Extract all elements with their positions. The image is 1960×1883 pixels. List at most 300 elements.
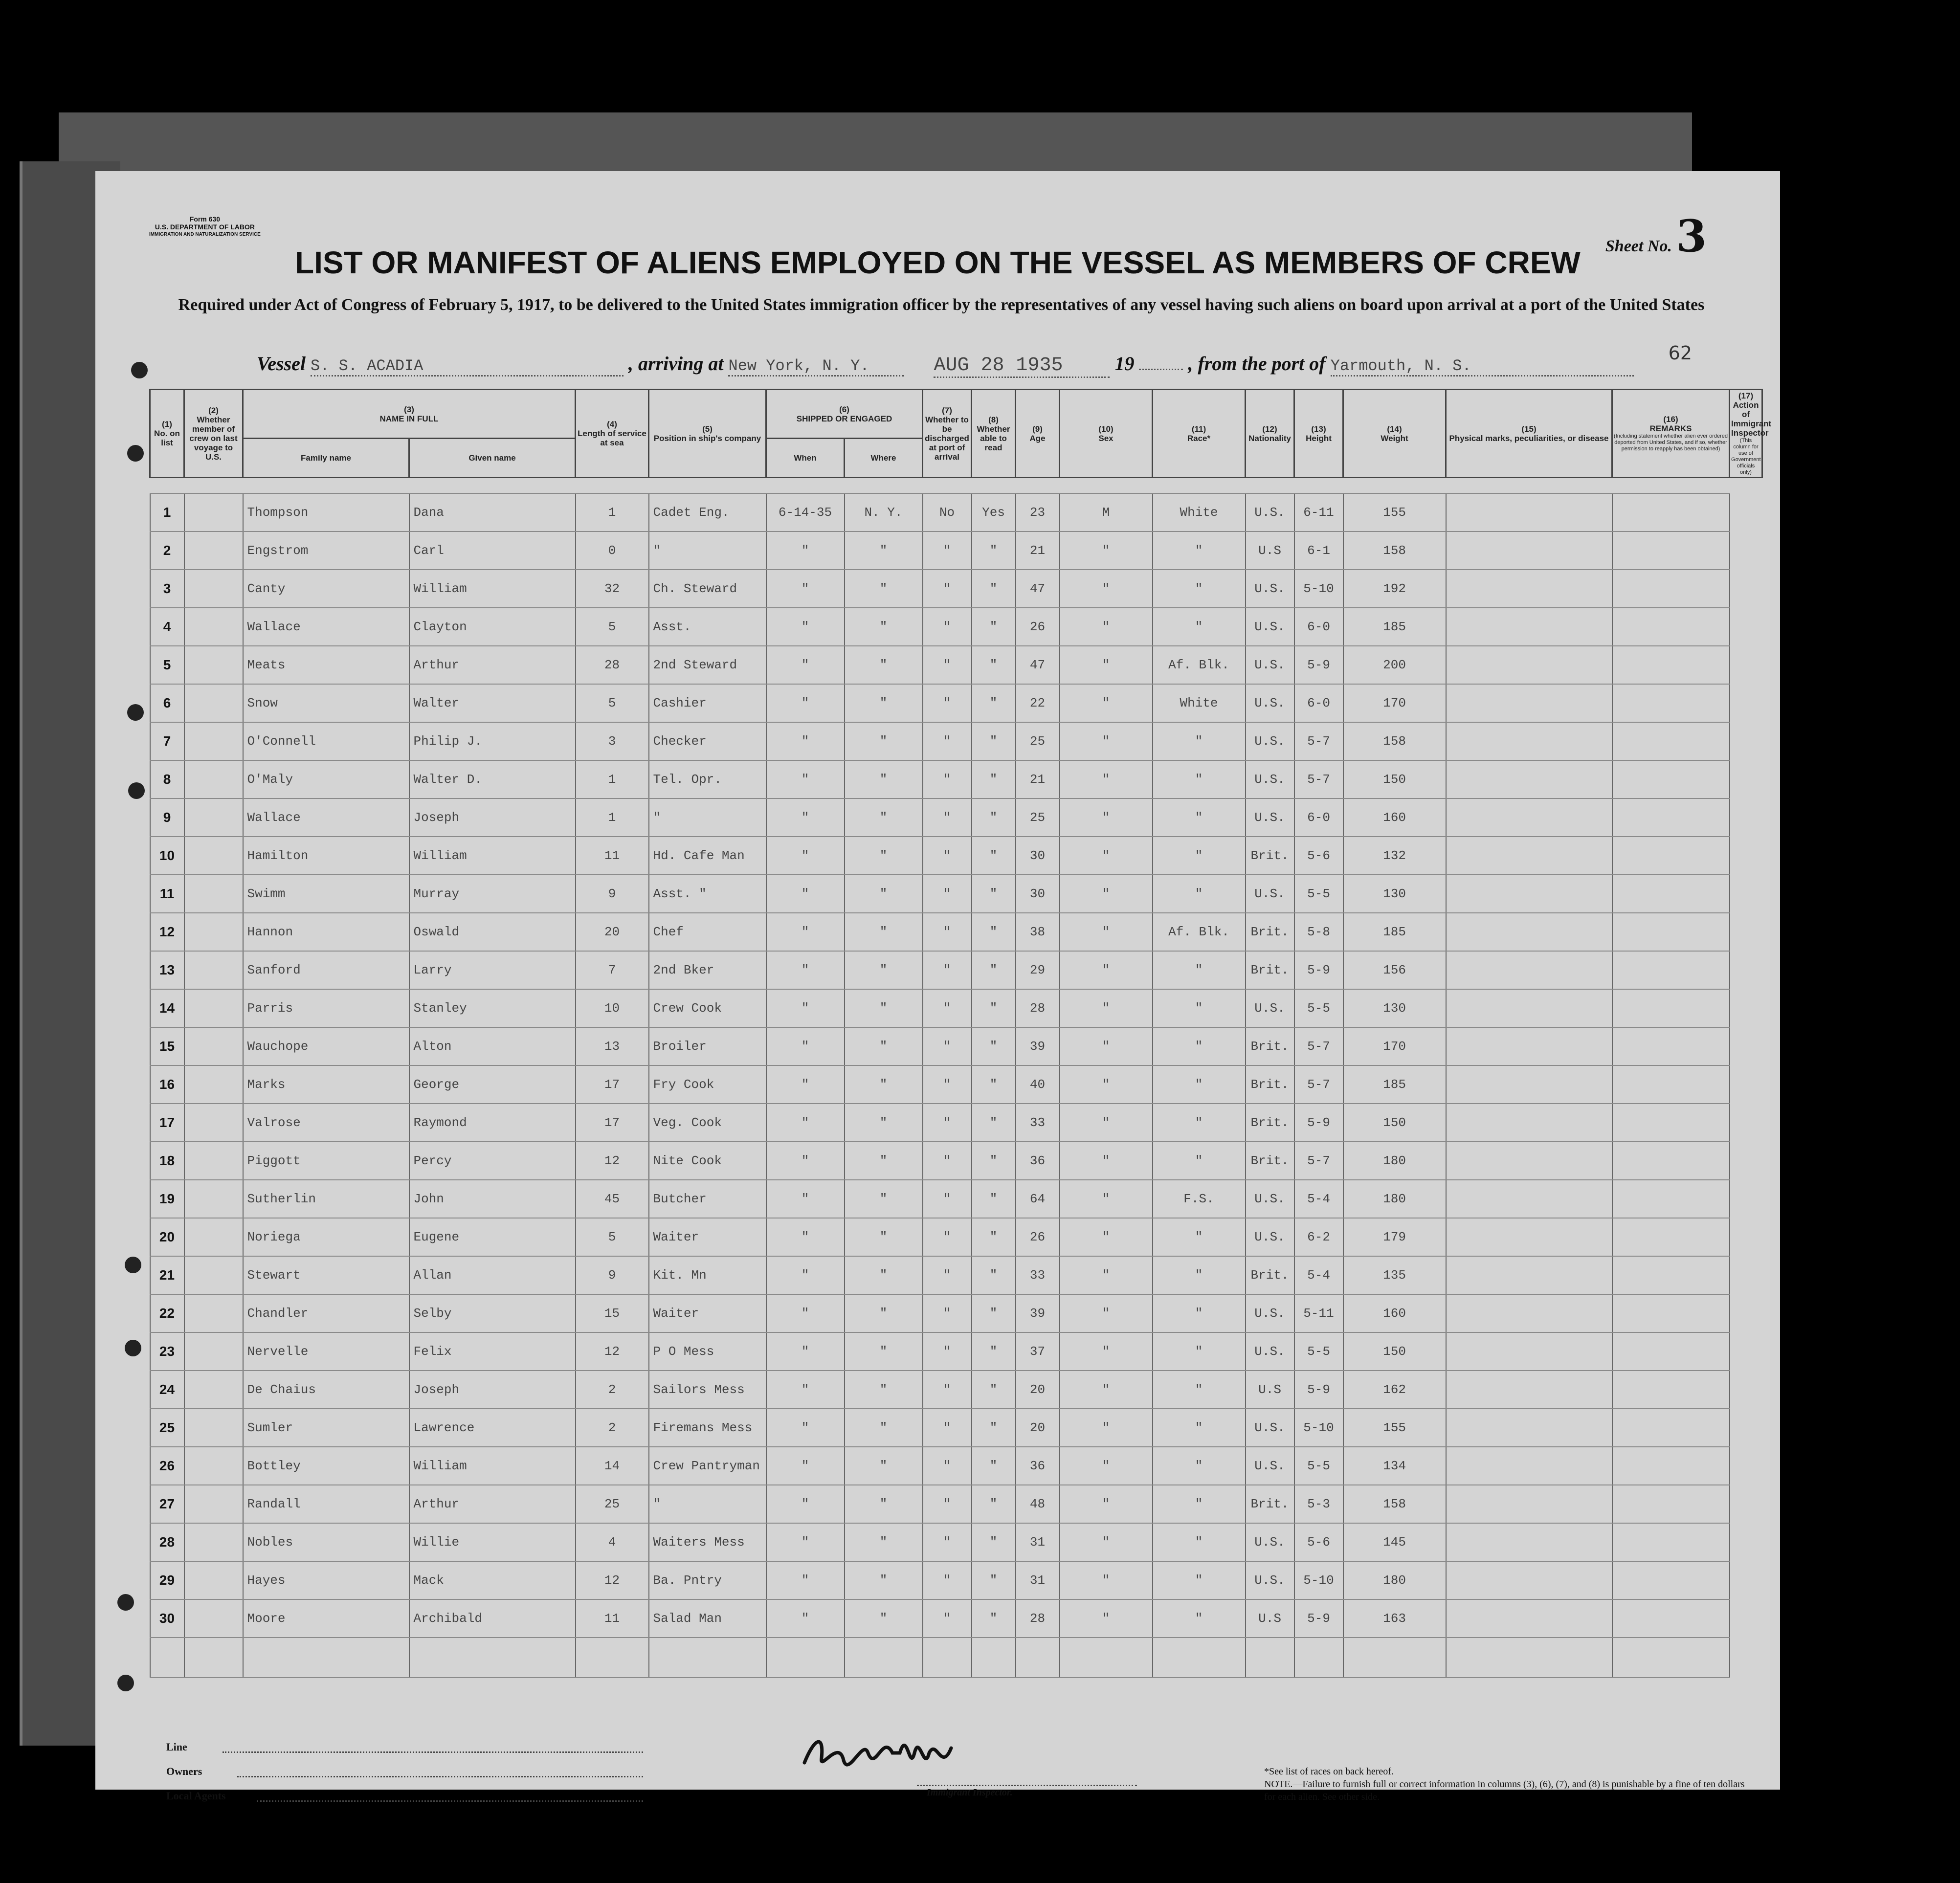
page-title: LIST OR MANIFEST OF ALIENS EMPLOYED ON THE VESSEL AS MEMBERS OF CREW [295,245,1581,280]
remarks-cell [1612,722,1730,760]
race-cell: Af. Blk. [1153,913,1246,951]
position-cell: Checker [649,722,766,760]
able-to-read-cell: " [972,1027,1016,1065]
from-port: Yarmouth, N. S. [1331,357,1634,377]
nationality-cell: U.S. [1246,1523,1294,1561]
discharged-cell: " [923,1104,972,1142]
col-header-11: (11) Race* [1153,390,1246,478]
table-row [150,1332,1762,1371]
height-cell: 6-2 [1294,1218,1343,1256]
race-cell: " [1153,1027,1246,1065]
discharged-cell: " [923,913,972,951]
discharged-cell: " [923,1599,972,1638]
shipped-when-cell: " [766,1447,845,1485]
row-number: 1 [150,493,184,532]
height-cell: 6-0 [1294,684,1343,722]
crew-last-voyage-cell [184,1409,243,1447]
age-cell: 36 [1016,1447,1060,1485]
height-cell: 5-10 [1294,1561,1343,1599]
race-cell: " [1153,1104,1246,1142]
table-row [150,1142,1762,1180]
binder-hole [125,1340,141,1356]
sex-cell: " [1060,1294,1153,1332]
discharged-cell: " [923,798,972,837]
sex-cell: " [1060,1332,1153,1371]
table-row [150,1523,1762,1561]
crew-last-voyage-cell [184,608,243,646]
physical-marks-cell [1446,1561,1612,1599]
weight-cell: 185 [1343,1065,1446,1104]
given-name-cell: Oswald [409,913,576,951]
remarks-cell [1612,1371,1730,1409]
sex-cell: " [1060,722,1153,760]
crew-last-voyage-cell [184,798,243,837]
service-length-cell: 0 [576,532,649,570]
discharged-cell: " [923,1294,972,1332]
table-row [150,722,1762,760]
row-number: 24 [150,1371,184,1409]
table-row [150,1294,1762,1332]
service-length-cell: 14 [576,1447,649,1485]
weight-cell: 150 [1343,1332,1446,1371]
row-number: 7 [150,722,184,760]
nationality-cell: U.S. [1246,1409,1294,1447]
able-to-read-cell: " [972,1294,1016,1332]
row-number: 16 [150,1065,184,1104]
weight-cell: 130 [1343,875,1446,913]
physical-marks-cell [1446,798,1612,837]
position-cell: Crew Pantryman [649,1447,766,1485]
remarks-cell [1612,837,1730,875]
service-length-cell: 5 [576,1218,649,1256]
from-port-label: , from the port of [1188,353,1326,375]
race-cell: " [1153,532,1246,570]
manifest-rows [150,493,1762,1678]
table-row [150,1027,1762,1065]
service-length-cell: 28 [576,646,649,684]
sex-cell: " [1060,1218,1153,1256]
weight-cell: 130 [1343,989,1446,1027]
family-name-cell: Parris [243,989,409,1027]
given-name-cell: Willie [409,1523,576,1561]
given-name-cell: Stanley [409,989,576,1027]
physical-marks-cell [1446,1332,1612,1371]
physical-marks-cell [1446,646,1612,684]
position-cell: Crew Cook [649,989,766,1027]
discharged-cell: " [923,1180,972,1218]
shipped-where-cell: " [845,951,923,989]
position-cell: " [649,798,766,837]
height-cell: 5-9 [1294,1599,1343,1638]
height-cell: 5-7 [1294,1027,1343,1065]
physical-marks-cell [1446,722,1612,760]
family-name-cell: O'Connell [243,722,409,760]
crew-last-voyage-cell [184,1065,243,1104]
service-length-cell: 32 [576,570,649,608]
age-cell: 20 [1016,1371,1060,1409]
crew-last-voyage-cell [184,760,243,798]
height-cell: 5-7 [1294,722,1343,760]
able-to-read-cell: " [972,1409,1016,1447]
shipped-when-cell: " [766,1180,845,1218]
footer-owners-blank [237,1776,643,1777]
remarks-cell [1612,1218,1730,1256]
row-number: 14 [150,989,184,1027]
position-cell: Fry Cook [649,1065,766,1104]
race-cell: " [1153,722,1246,760]
col-subheader-family-name: Family name [243,439,409,478]
sex-cell: " [1060,1027,1153,1065]
shipped-where-cell: " [845,1447,923,1485]
service-length-cell: 15 [576,1294,649,1332]
able-to-read-cell: " [972,951,1016,989]
discharged-cell: " [923,989,972,1027]
family-name-cell: Hamilton [243,837,409,875]
form-number: Form 630 [189,215,221,223]
col-header-2: (2) Whether member of crew on last voyage to U.S. [184,390,243,478]
row-number: 25 [150,1409,184,1447]
remarks-cell [1612,951,1730,989]
sex-cell: " [1060,875,1153,913]
able-to-read-cell: " [972,1485,1016,1523]
page-number: 62 [1668,342,1692,364]
physical-marks-cell [1446,1256,1612,1294]
race-cell: White [1153,684,1246,722]
table-row [150,1256,1762,1294]
given-name-cell: Walter D. [409,760,576,798]
discharged-cell: No [923,493,972,532]
remarks-cell [1612,608,1730,646]
family-name-cell: De Chaius [243,1371,409,1409]
weight-cell: 180 [1343,1561,1446,1599]
footer-owners-label: Owners [166,1765,202,1777]
service-length-cell: 12 [576,1561,649,1599]
discharged-cell: " [923,1523,972,1561]
shipped-when-cell: " [766,875,845,913]
position-cell: Salad Man [649,1599,766,1638]
physical-marks-cell [1446,1523,1612,1561]
race-cell: " [1153,1065,1246,1104]
physical-marks-cell [1446,989,1612,1027]
family-name-cell: Stewart [243,1256,409,1294]
family-name-cell: Piggott [243,1142,409,1180]
footer-line-label: Line [166,1741,187,1753]
height-cell: 5-9 [1294,646,1343,684]
family-name-cell: Nobles [243,1523,409,1561]
crew-last-voyage-cell [184,951,243,989]
vessel-name: S. S. ACADIA [311,357,624,377]
nationality-cell: Brit. [1246,837,1294,875]
family-name-cell: Marks [243,1065,409,1104]
table-row [150,684,1762,722]
shipped-where-cell: " [845,837,923,875]
given-name-cell: William [409,570,576,608]
row-number: 9 [150,798,184,837]
shipped-when-cell: " [766,1027,845,1065]
family-name-cell: Hayes [243,1561,409,1599]
height-cell: 5-4 [1294,1180,1343,1218]
crew-last-voyage-cell [184,1180,243,1218]
crew-last-voyage-cell [184,1523,243,1561]
family-name-cell: Sanford [243,951,409,989]
service-length-cell: 12 [576,1142,649,1180]
row-number: 12 [150,913,184,951]
given-name-cell: William [409,837,576,875]
able-to-read-cell: " [972,608,1016,646]
service-length-cell: 3 [576,722,649,760]
discharged-cell: " [923,951,972,989]
age-cell: 21 [1016,532,1060,570]
shipped-when-cell: " [766,532,845,570]
nationality-cell: U.S. [1246,1294,1294,1332]
able-to-read-cell: " [972,646,1016,684]
height-cell: 5-5 [1294,1332,1343,1371]
race-cell: " [1153,875,1246,913]
col-header-13: (13) Height [1294,390,1343,478]
races-note: *See list of races on back hereof. [1264,1766,1394,1777]
row-number: 2 [150,532,184,570]
footer-agents-label: Local Agents [166,1790,226,1802]
col-header-3: (3) NAME IN FULL [243,390,576,439]
row-number: 13 [150,951,184,989]
table-row [150,1409,1762,1447]
shipped-where-cell: " [845,1180,923,1218]
weight-cell: 134 [1343,1447,1446,1485]
remarks-cell [1612,1485,1730,1523]
remarks-cell [1612,1104,1730,1142]
given-name-cell: Arthur [409,1485,576,1523]
weight-cell: 158 [1343,1485,1446,1523]
race-cell: " [1153,1485,1246,1523]
given-name-cell: Larry [409,951,576,989]
sex-cell: " [1060,1256,1153,1294]
remarks-cell [1612,1294,1730,1332]
height-cell: 6-1 [1294,532,1343,570]
age-cell: 31 [1016,1561,1060,1599]
weight-cell: 180 [1343,1180,1446,1218]
row-number: 15 [150,1027,184,1065]
family-name-cell: Randall [243,1485,409,1523]
shipped-where-cell: " [845,1485,923,1523]
row-number: 3 [150,570,184,608]
race-cell: F.S. [1153,1180,1246,1218]
table-row [150,493,1762,532]
row-number: 26 [150,1447,184,1485]
binder-hole [117,1675,134,1691]
weight-cell: 150 [1343,760,1446,798]
discharged-cell: " [923,1142,972,1180]
family-name-cell: Moore [243,1599,409,1638]
weight-cell: 185 [1343,608,1446,646]
height-cell: 5-7 [1294,1065,1343,1104]
discharged-cell: " [923,570,972,608]
family-name-cell: O'Maly [243,760,409,798]
shipped-where-cell: " [845,608,923,646]
able-to-read-cell: " [972,1371,1016,1409]
able-to-read-cell: " [972,570,1016,608]
position-cell: Chef [649,913,766,951]
given-name-cell: Percy [409,1142,576,1180]
weight-cell: 163 [1343,1599,1446,1638]
crew-last-voyage-cell [184,1027,243,1065]
sex-cell: M [1060,493,1153,532]
remarks-cell [1612,1599,1730,1638]
crew-last-voyage-cell [184,1142,243,1180]
weight-cell: 180 [1343,1142,1446,1180]
position-cell: Cashier [649,684,766,722]
row-number: 20 [150,1218,184,1256]
height-cell: 5-4 [1294,1256,1343,1294]
discharged-cell: " [923,1561,972,1599]
given-name-cell: Arthur [409,646,576,684]
row-number: 30 [150,1599,184,1638]
family-name-cell: Thompson [243,493,409,532]
col-header-6: (6) SHIPPED OR ENGAGED [766,390,923,439]
discharged-cell: " [923,608,972,646]
table-row [150,1180,1762,1218]
physical-marks-cell [1446,913,1612,951]
able-to-read-cell: " [972,1332,1016,1371]
able-to-read-cell: Yes [972,493,1016,532]
able-to-read-cell: " [972,989,1016,1027]
race-cell: " [1153,1218,1246,1256]
able-to-read-cell: " [972,760,1016,798]
col-header-15: (15) Physical marks, peculiarities, or disease [1446,390,1612,478]
inspector-label: Immigrant Inspector. [927,1787,1013,1798]
height-cell: 5-6 [1294,1523,1343,1561]
shipped-when-cell: " [766,760,845,798]
service-length-cell: 1 [576,760,649,798]
sex-cell: " [1060,989,1153,1027]
sex-cell: " [1060,532,1153,570]
sex-cell: " [1060,608,1153,646]
height-cell: 5-8 [1294,913,1343,951]
age-cell: 26 [1016,608,1060,646]
age-cell: 25 [1016,798,1060,837]
discharged-cell: " [923,684,972,722]
shipped-where-cell: " [845,1256,923,1294]
physical-marks-cell [1446,1142,1612,1180]
height-cell: 6-0 [1294,608,1343,646]
shipped-where-cell: " [845,875,923,913]
family-name-cell: Nervelle [243,1332,409,1371]
given-name-cell: Philip J. [409,722,576,760]
binder-hole [117,1594,134,1611]
shipped-when-cell: " [766,1599,845,1638]
shipped-where-cell: N. Y. [845,493,923,532]
weight-cell: 179 [1343,1218,1446,1256]
vessel-label: Vessel [257,353,306,375]
row-number: 5 [150,646,184,684]
height-cell: 6-11 [1294,493,1343,532]
remarks-cell [1612,1027,1730,1065]
shipped-when-cell: " [766,684,845,722]
crew-last-voyage-cell [184,1485,243,1523]
crew-last-voyage-cell [184,646,243,684]
given-name-cell: Raymond [409,1104,576,1142]
table-row [150,989,1762,1027]
physical-marks-cell [1446,1409,1612,1447]
physical-marks-cell [1446,1599,1612,1638]
crew-last-voyage-cell [184,837,243,875]
nationality-cell: U.S [1246,532,1294,570]
family-name-cell: Valrose [243,1104,409,1142]
height-cell: 5-7 [1294,1142,1343,1180]
able-to-read-cell: " [972,837,1016,875]
position-cell: Waiter [649,1218,766,1256]
table-row [150,1065,1762,1104]
sex-cell: " [1060,1447,1153,1485]
age-cell: 22 [1016,684,1060,722]
age-cell: 29 [1016,951,1060,989]
col-header-14: (14) Weight [1343,390,1446,478]
physical-marks-cell [1446,951,1612,989]
able-to-read-cell: " [972,1142,1016,1180]
service-length-cell: 1 [576,798,649,837]
weight-cell: 158 [1343,532,1446,570]
service-length-cell: 11 [576,1599,649,1638]
col-header-17: (17) Action of Immigrant Inspector (This column for use of Government officials only) [1730,390,1762,478]
shipped-when-cell: " [766,1294,845,1332]
physical-marks-cell [1446,837,1612,875]
position-cell: Ba. Pntry [649,1561,766,1599]
col-header-16: (16) REMARKS (Including statement whether alien ever ordered deported from United States, and if so, whether permission to reapply has been obtained) [1612,390,1730,478]
nationality-cell: U.S. [1246,798,1294,837]
nationality-cell: Brit. [1246,1256,1294,1294]
given-name-cell: Dana [409,493,576,532]
shipped-where-cell: " [845,1332,923,1371]
crew-manifest-table [149,389,1772,1678]
sex-cell: " [1060,798,1153,837]
row-number: 21 [150,1256,184,1294]
race-cell: " [1153,1332,1246,1371]
physical-marks-cell [1446,760,1612,798]
service-length-cell: 17 [576,1104,649,1142]
binder-hole [125,1257,141,1273]
sex-cell: " [1060,1523,1153,1561]
race-cell: " [1153,1294,1246,1332]
age-cell: 47 [1016,646,1060,684]
given-name-cell: Joseph [409,798,576,837]
race-cell: " [1153,608,1246,646]
shipped-when-cell: " [766,608,845,646]
sex-cell: " [1060,684,1153,722]
shipped-where-cell: " [845,1371,923,1409]
nationality-cell: U.S. [1246,493,1294,532]
shipped-where-cell: " [845,1027,923,1065]
service-length-cell: 4 [576,1523,649,1561]
height-cell: 5-11 [1294,1294,1343,1332]
nationality-cell: U.S. [1246,570,1294,608]
service-length-cell: 25 [576,1485,649,1523]
height-cell: 5-5 [1294,1447,1343,1485]
crew-last-voyage-cell [184,1371,243,1409]
shipped-where-cell: " [845,1142,923,1180]
discharged-cell: " [923,1485,972,1523]
sex-cell: " [1060,1180,1153,1218]
position-cell: Butcher [649,1180,766,1218]
row-number: 19 [150,1180,184,1218]
shipped-where-cell: " [845,722,923,760]
service-length-cell: 17 [576,1065,649,1104]
footer-agents-blank [257,1800,643,1802]
height-cell: 5-7 [1294,760,1343,798]
shipped-where-cell: " [845,646,923,684]
footer-note [1264,1765,1753,1803]
remarks-cell [1612,760,1730,798]
physical-marks-cell [1446,1218,1612,1256]
race-cell: " [1153,1256,1246,1294]
